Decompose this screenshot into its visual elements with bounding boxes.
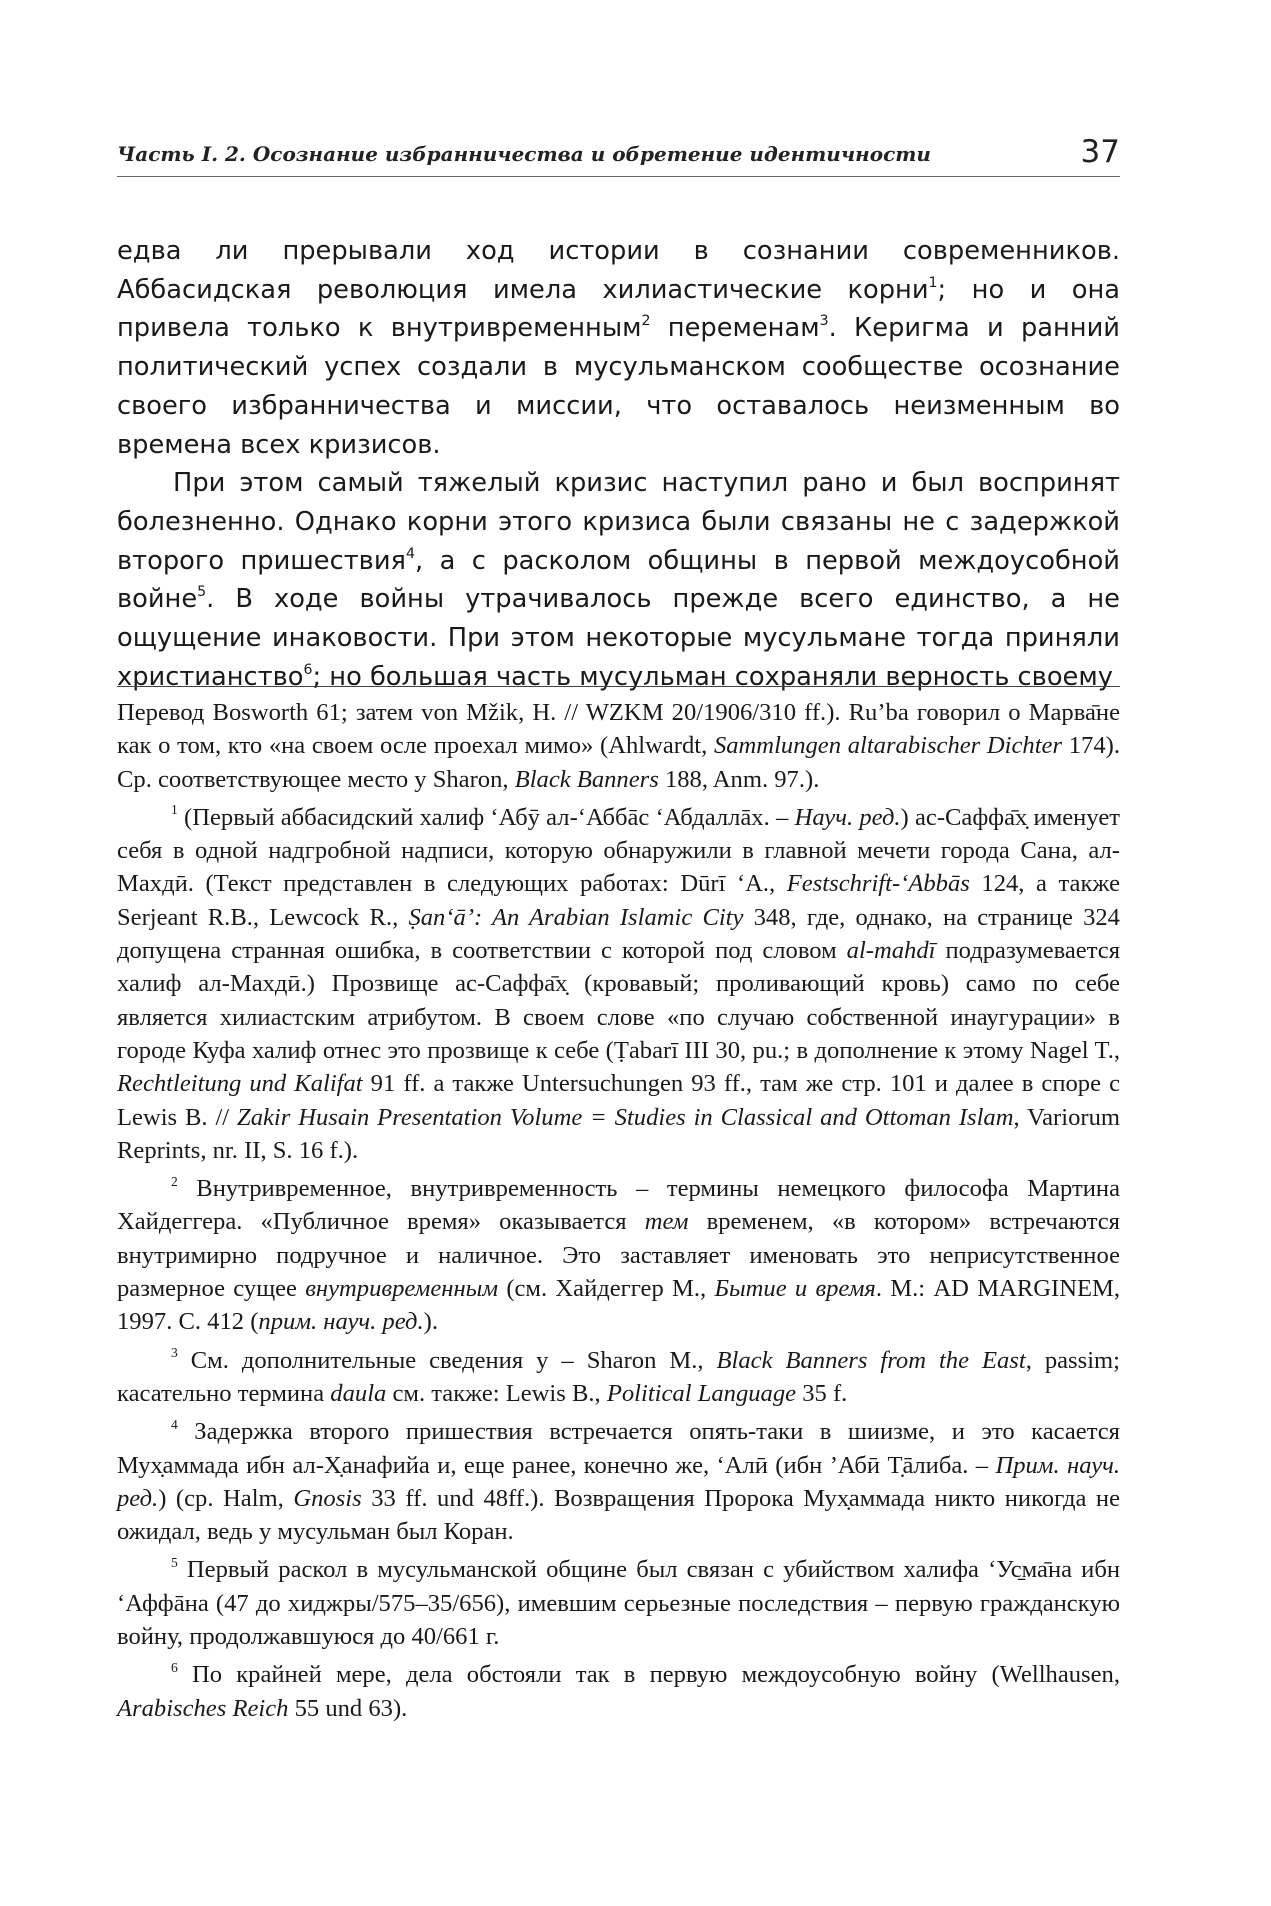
text-run: Перевод Bosworth 61; затем von Mžik, H. // WZKM 20/1906/310 ff.). Ru’ba говорил о Марва̄не как о том, кто «на своем осле проехал мимо» (Ahlwardt,: [117, 699, 1120, 760]
italic-run: Rechtleitung und Kalifat: [117, 1070, 363, 1098]
text-run: ) (ср. Halm,: [158, 1484, 294, 1512]
text-run: подразумевается халиф ал-Махдӣ.) Прозвище ас-Саффа̄х̣ (кровавый; проливающий кровь) само по себе является хилиастским атрибутом. В своем слове «по случаю собственной инаугурации» в городе Куфа халиф отнес это прозвище к себе (Ṭabarī III 30, pu.; в дополнение к этому Nagel T.,: [117, 937, 1121, 1064]
footnote-3: [117, 1344, 1120, 1411]
footnote-number: 5: [171, 1554, 178, 1570]
text-run: 174). Ср. соответствующее место у Sharon,: [117, 732, 1120, 793]
italic-run: Бытие и время: [714, 1275, 876, 1303]
footnote-ref: 5: [197, 584, 207, 601]
body-text: [117, 232, 1120, 696]
text-run: 124, а также Serjeant R.B., Lewcock R.,: [117, 870, 1120, 931]
paragraph: [117, 464, 1120, 696]
footnote-number: 2: [171, 1173, 178, 1189]
text-run: ).: [423, 1308, 438, 1336]
italic-run: прим. науч. ред.: [258, 1308, 424, 1336]
italic-run: Sammlungen altarabischer Dichter: [713, 732, 1063, 760]
text-run: При этом самый тяжелый кризис наступил рано и был воспринят болезненно. Однако корни этого кризиса были связаны не с задержкой второго пришествия: [117, 468, 1120, 576]
footnote-ref: 6: [303, 661, 313, 678]
footnote-4: [117, 1415, 1120, 1548]
italic-run: al-mahdī: [846, 937, 936, 965]
italic-run: Political Language: [606, 1379, 797, 1407]
text-run: , а с расколом общины в первой междоусобной войне: [117, 545, 1120, 615]
italic-run: Festschrift-‘Abbās: [786, 870, 970, 898]
italic-run: daula: [330, 1379, 387, 1407]
footnote-number: 1: [171, 802, 178, 818]
text-run: 91 ff. а также Untersuchungen 93 ff., там же стр. 101 и далее в споре с Lewis B. //: [117, 1070, 1120, 1131]
text-run: 348, где, однако, на странице 324 допущена странная ошибка, в соответствии с которой под словом: [117, 903, 1120, 965]
running-header: [117, 126, 1120, 177]
footnote-ref: 1: [928, 274, 938, 291]
footnote-number: 6: [171, 1659, 178, 1675]
italic-run: Black Banners: [514, 765, 659, 793]
footnote-2: [117, 1172, 1120, 1338]
footnote-ref: 4: [405, 545, 415, 562]
text-run: , passim; касательно термина: [117, 1346, 1120, 1407]
text-run: (Первый аббасидский халиф ‘Абӯ ал-‘Аббāс ‘Абдаллāх. –: [177, 803, 795, 831]
italic-run: Arabisches Reich: [117, 1694, 289, 1722]
text-run: По крайней мере, дела обстояли так в первую междоусобную войну (Wellhausen,: [177, 1661, 1120, 1689]
paragraph: [117, 232, 1120, 464]
footnote-ref: 3: [819, 313, 829, 330]
footnote-number: 3: [171, 1345, 178, 1361]
text-run: ; но и она привела только к внутривременным: [117, 274, 1120, 344]
text-run: Внутривременное, внутривременность – термины немецкого философа Мартина Хайдеггера. «Публичное время» оказывается: [117, 1175, 1120, 1236]
text-run: см. также: Lewis B.,: [386, 1379, 607, 1407]
italic-run: внутривременным: [305, 1275, 499, 1303]
text-run: . Керигма и ранний политический успех создали в мусульманском сообществе осознание своего избранничества и миссии, что оставалось неизменным во времена всех кризисов.: [117, 313, 1120, 460]
text-run: Первый раскол в мусульманской общине был связан с убийством халифа ‘Ус̱ма̄на ибн ‘Аффāна (47 до хиджры/575–35/656), имевшим серьезные последствия – первую гражданскую войну, продолжавшуюся до 40/661 г.: [117, 1556, 1120, 1651]
page-number: 37: [1080, 134, 1120, 170]
footnote-continuation: [117, 696, 1120, 796]
footnote-5: [117, 1553, 1120, 1653]
text-run: 188, Anm. 97.).: [658, 765, 820, 793]
italic-run: Black Banners from the East: [716, 1346, 1026, 1374]
footnote-ref: 2: [641, 313, 651, 330]
italic-run: Науч. ред.: [794, 803, 901, 831]
text-run: , Variorum Reprints, nr. II, S. 16 f.).: [117, 1103, 1120, 1164]
footnote-number: 4: [171, 1416, 178, 1432]
text-run: . В ходе войны утрачивалось прежде всего единство, а не ощущение инаковости. При этом некоторые мусульмане тогда приняли христианство: [117, 584, 1120, 692]
text-run: . М.: AD MARGINEM, 1997. С. 412 (: [117, 1275, 1120, 1336]
text-run: 33 ff. und 48ff.). Возвращения Пророка Мух̣аммада никто никогда не ожидал, ведь у мусульман был Коран.: [117, 1484, 1120, 1546]
text-run: ; но большая часть мусульман сохраняли верность своему: [312, 661, 1113, 692]
italic-run: Прим. науч. ред.: [117, 1451, 1120, 1512]
text-run: (см. Хайдеггер М.,: [498, 1275, 715, 1303]
text-run: переменам: [650, 313, 820, 344]
text-run: временем, «в котором» встречаются внутримирно подручное и наличное. Это заставляет именовать это неприсутственное размерное сущее: [117, 1208, 1120, 1303]
footnote-divider: [117, 686, 1120, 687]
text-run: 35 f.: [796, 1379, 848, 1407]
italic-run: Ṣan‘ā’: An Arabian Islamic City: [408, 903, 744, 931]
italic-run: тем: [644, 1208, 689, 1236]
footnotes: [117, 696, 1120, 1730]
footnote-6: [117, 1658, 1120, 1725]
footnote-1: [117, 801, 1120, 1167]
italic-run: Zakir Husain Presentation Volume = Studies in Classical and Ottoman Islam: [237, 1103, 1014, 1131]
chapter-title: Часть I. 2. Осознание избранничества и обретение идентичности: [117, 142, 931, 166]
text-run: 55 und 63).: [288, 1694, 408, 1722]
text-run: Задержка второго пришествия встречается опять-таки в шиизме, и это касается Мух̣аммада ибн ал-Х̣анафийа и, еще ранее, конечно же, ‘Алӣ (ибн ’Абӣ Т̣āлиба. –: [117, 1418, 1120, 1479]
text-run: едва ли прерывали ход истории в сознании современников. Аббасидская революция имела хилиастические корни: [117, 236, 1120, 305]
text-run: См. дополнительные сведения у – Sharon M.,: [177, 1346, 717, 1374]
text-run: ) ас-Саффа̄х̣ именует себя в одной надгробной надписи, которую обнаружили в главной мечети города Сана, ал-Махдӣ. (Текст представлен в следующих работах: Dūrī ‘A.,: [117, 803, 1120, 898]
italic-run: Gnosis: [293, 1484, 362, 1512]
